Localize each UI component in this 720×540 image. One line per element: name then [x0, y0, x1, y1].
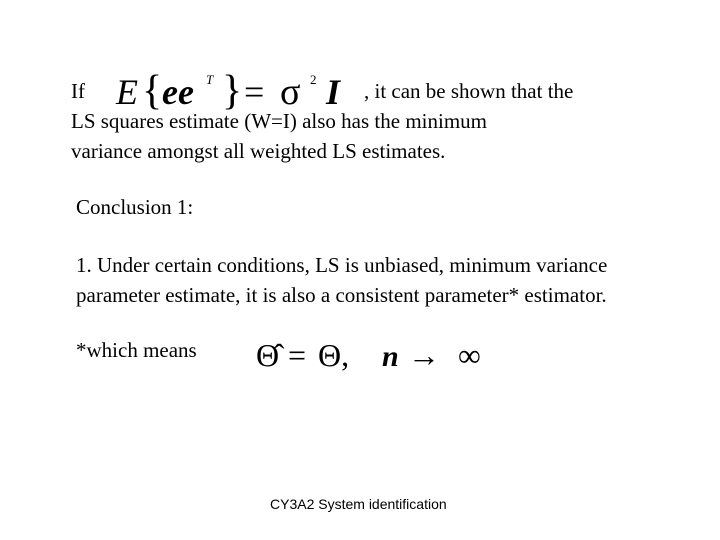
- formula-equals-sign: =: [244, 72, 265, 112]
- formula2-tends-to-arrow: →: [408, 337, 440, 373]
- formula-close-brace: }: [222, 68, 243, 114]
- formula-error-product: ee: [162, 72, 194, 112]
- formula2-equals-sign: =: [288, 337, 307, 373]
- formula2-theta: Θ,: [318, 337, 350, 373]
- conclusion-point1-line2: parameter estimate, it is also a consistent parameter* estimator.: [76, 283, 607, 307]
- paragraph-line2: LS squares estimate (W=I) also has the minimum: [71, 109, 488, 133]
- paragraph-line1-continuation: , it can be shown that the: [364, 79, 574, 103]
- formula-squared-superscript: 2: [310, 72, 317, 87]
- paragraph-if-word: If: [71, 79, 85, 103]
- formula2-theta-hat: Θ̂: [256, 337, 280, 373]
- slide-footer: CY3A2 System identification: [270, 496, 447, 512]
- conclusion-point1-line1: 1. Under certain conditions, LS is unbiased, minimum variance: [76, 253, 608, 277]
- formula2-n-variable: n: [382, 340, 399, 373]
- consistency-formula: [254, 326, 504, 376]
- formula-expectation-operator: E: [116, 72, 138, 112]
- conclusion-heading: Conclusion 1:: [76, 195, 194, 219]
- formula-identity-matrix: I: [326, 72, 341, 112]
- formula-transpose-superscript: T: [206, 72, 214, 87]
- formula2-infinity-symbol: ∞: [458, 337, 481, 373]
- formula-open-brace: {: [142, 68, 163, 114]
- which-means-label: *which means: [76, 338, 197, 362]
- formula-sigma-symbol: σ: [280, 71, 301, 113]
- paragraph-line3: variance amongst all weighted LS estimates.: [71, 139, 446, 163]
